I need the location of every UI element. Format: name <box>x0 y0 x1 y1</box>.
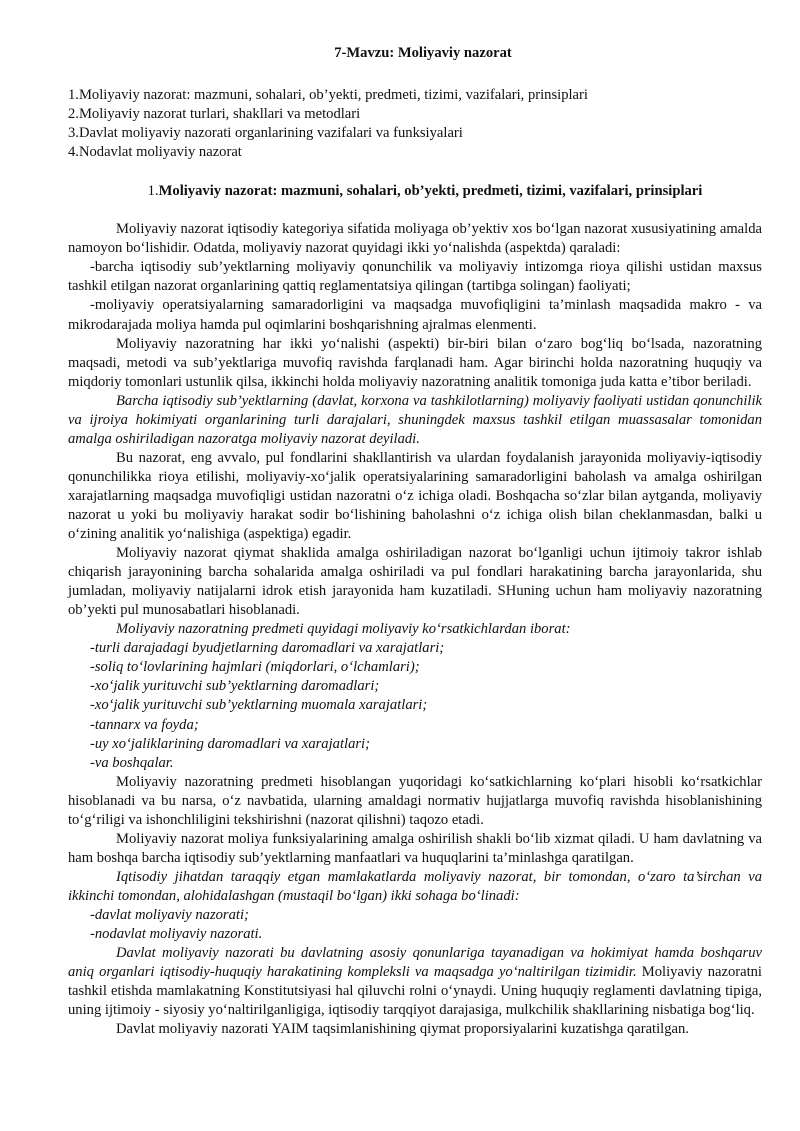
paragraph-8: Moliyaviy nazorat moliya funksiyalarining amalga oshirilish shakli bo‘lib xizmat qiladi. U ham davlatning va ham boshqa barcha iqtisodiy sub’yektlarning manfaatlari va huquqlarini ta’minlashga qaratilgan. <box>68 830 762 866</box>
paragraph-11: Davlat moliyaviy nazorati YAIM taqsimlanishining qiymat proporsiyalarini kuzatishga qaratilgan. <box>116 1021 689 1038</box>
list-item: -va boshqalar. <box>90 754 174 771</box>
paragraph-4: Bu nazorat, eng avvalo, pul fondlarini shakllantirish va ulardan foydalanish jarayonida moliyaviy-iqtisodiy qonunchilikka rioya etilishi, moliyaviy-xo‘jalik operatsiyalarining samaradorligini baholash va amalga oshirilgan xarajatlarning maqsadga muvofiqligi ustidan nazoratni o‘z ichiga oladi. Boshqacha so‘zlar bilan aytganda, moliyaviy nazorat u yoki bu moliyaviy harakat sodir bo‘lishining baholashni o‘z ichiga olish bilan cheklanmasdan, balki u o‘zining analitik yo‘nalishiga (aspektiga) egadir. <box>68 449 762 543</box>
paragraph-10 <box>68 944 762 1020</box>
paragraph-2: Moliyaviy nazoratning har ikki yo‘nalishi (aspekti) bir-biri bilan o‘zaro bog‘liq bo‘lsada, nazoratning maqsadi, metodi va sub’yektlariga muvofiq ravishda farqlanadi ham. Agar birinchi holda nazoratning huquqiy va miqdoriy tomonlari ustunlik qilsa, ikkinchi holda moliyaviy nazoratning analitik tomoniga juda katta e’tibor beriladi. <box>68 335 762 390</box>
list-item: -nodavlat moliyaviy nazorati. <box>90 926 263 943</box>
list-item: -xo‘jalik yurituvchi sub’yektlarning muomala xarajatlari; <box>90 697 428 714</box>
paragraph-7: Moliyaviy nazoratning predmeti hisoblangan yuqoridagi ko‘satkichlarning ko‘plari hisobli ko‘rsatkichlar hisoblanadi va bu narsa, o‘z navbatida, ularning amaldagi normativ hujjatlarga muvofiq ravishda hisoblanishining to‘g‘riligi va ishonchliligini tekshirishni (nazorat qilishni) taqozo etadi. <box>68 773 762 828</box>
page-title: 7-Mavzu: Moliyaviy nazorat <box>334 45 512 61</box>
paragraph-9: Iqtisodiy jihatdan taraqqiy etgan mamlakatlarda moliyaviy nazorat, bir tomondan, o‘zaro ta’sirchan va ikkinchi tomondan, alohidalashgan (mustaqil bo‘lgan) ikki sohaga bo‘linadi: <box>68 868 762 904</box>
indicator-list <box>68 639 762 772</box>
topic-outline <box>68 86 762 162</box>
list-item: -uy xo‘jaliklarining daromadlari va xarajatlari; <box>90 735 370 752</box>
aspect-item-1: -barcha iqtisodiy sub’yektlarning moliyaviy qonunchilik va moliyaviy intizomga rioya qilishi ustidan maxsus tashkil etilgan nazorat organlarining qattiq reglamentatsiya qilingan (tartibga solingan) faoliyati; <box>68 259 762 295</box>
list-item: -tannarx va foyda; <box>90 716 199 733</box>
definition-paragraph: Barcha iqtisodiy sub’yektlarning (davlat, korxona va tashkilotlarning) moliyaviy faoliyati ustidan qonunchilik va ijroiya hokimiyati organlarining turli darajalari, shuningdek maxsus tashkil etilgan muassasalar tomonidan amalga oshiriladigan nazoratga moliyaviy nazorat deyiladi. <box>68 392 762 447</box>
paragraph-6: Moliyaviy nazoratning predmeti quyidagi moliyaviy ko‘rsatkichlardan iborat: <box>116 621 571 638</box>
outline-item-4: 4.Nodavlat moliyaviy nazorat <box>68 144 242 161</box>
control-spheres-list <box>68 906 762 944</box>
list-item: -davlat moliyaviy nazorati; <box>90 906 249 923</box>
paragraph-1: Moliyaviy nazorat iqtisodiy kategoriya sifatida moliyaga ob’yektiv xos bo‘lgan nazorat xususiyatining amalda namoyon bo‘lishidir. Odatda, moliyaviy nazorat quyidagi ikki yo‘nalishda (aspektda) qaraladi: <box>68 221 762 257</box>
list-item: -xo‘jalik yurituvchi sub’yektlarning daromadlari; <box>90 678 380 695</box>
paragraph-5: Moliyaviy nazorat qiymat shaklida amalga oshiriladigan nazorat bo‘lganligi uchun ijtimoiy takror ishlab chiqarish jarayonining barcha sohalarida amalga oshiriladi va pul fondlari harakatining barcha jarayonlarida, shu jumladan, moliyaviy natijalarni idrok etish jarayonida ham kuzatiladi. SHuning uchun ham moliyaviy nazoratning ob’yekti pul munosabatlari hisoblanadi. <box>68 545 762 619</box>
paragraph-10-rest: Moliyaviy nazoratni tashkil etishda mamlakatning Konstitutsiyasi hal qiluvchi rolni o‘ynaydi. Uning huquqiy reglamenti davlatning tipiga, uning ijtimoiy - siyosiy yo‘naltirilganligiga, iqtisodiy tarqqiyot darajasiga, mulkchilik shakllarining nisbatiga bog‘liq. <box>68 964 762 1019</box>
outline-item-1: 1.Moliyaviy nazorat: mazmuni, sohalari, ob’yekti, predmeti, tizimi, vazifalari, prinsiplari <box>68 87 588 104</box>
section-heading-text: Moliyaviy nazorat: mazmuni, sohalari, ob’yekti, predmeti, tizimi, vazifalari, prinsiplari <box>158 183 703 200</box>
outline-item-2: 2.Moliyaviy nazorat turlari, shakllari va metodlari <box>68 106 361 123</box>
aspect-item-2: -moliyaviy operatsiyalarning samaradorligini va maqsadga muvofiqligini ta’minlash maqsadida makro - va mikrodarajada moliya hamda pul oqimlarini boshqarishning ajralmas elenmenti. <box>68 297 762 333</box>
paragraph-10-italic: Davlat moliyaviy nazorati bu davlatning asosiy qonunlariga tayanadigan va hokimiyat hamda boshqaruv aniq organlari iqtisodiy-huquqiy harakatining kompleksli va maqsadga yo‘naltirilgan tizimidir. <box>68 945 762 981</box>
section-heading <box>68 182 762 201</box>
outline-item-3: 3.Davlat moliyaviy nazorati organlarining vazifalari va funksiyalari <box>68 125 463 142</box>
list-item: -soliq to‘lovlarining hajmlari (miqdorlari, o‘lchamlari); <box>90 659 420 676</box>
section-number: 1. <box>147 183 159 200</box>
list-item: -turli darajadagi byudjetlarning daromadlari va xarajatlari; <box>90 640 445 657</box>
